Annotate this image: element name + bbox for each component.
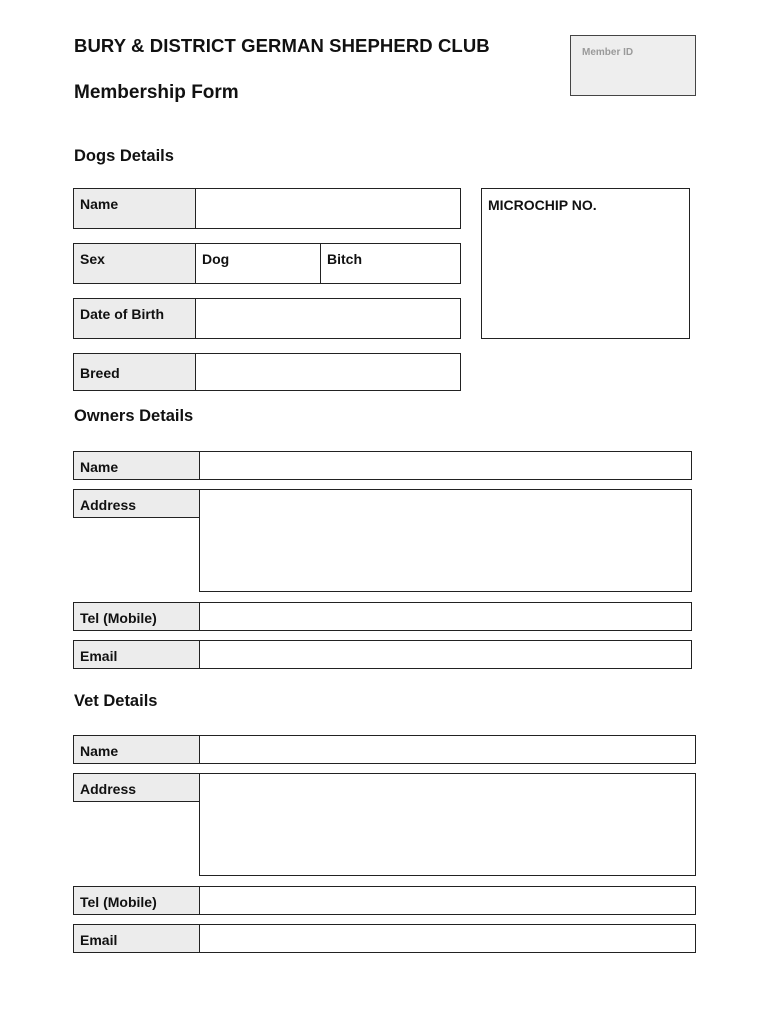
vet-address-label: Address: [73, 773, 200, 802]
dog-breed-field[interactable]: [195, 353, 461, 391]
owner-tel-field[interactable]: [199, 602, 692, 631]
vet-tel-label: Tel (Mobile): [73, 886, 200, 915]
owner-tel-label: Tel (Mobile): [73, 602, 200, 631]
sex-option-bitch[interactable]: Bitch: [320, 243, 461, 284]
vet-email-label: Email: [73, 924, 200, 953]
member-id-box[interactable]: [570, 35, 696, 96]
dog-sex-label: Sex: [73, 243, 196, 284]
vet-address-field[interactable]: [199, 773, 696, 876]
vet-name-field[interactable]: [199, 735, 696, 764]
owner-address-label: Address: [73, 489, 200, 518]
vet-tel-field[interactable]: [199, 886, 696, 915]
dog-dob-field[interactable]: [195, 298, 461, 339]
vet-email-field[interactable]: [199, 924, 696, 953]
dog-dob-label: Date of Birth: [73, 298, 196, 339]
owner-name-label: Name: [73, 451, 200, 480]
microchip-field[interactable]: [481, 188, 690, 339]
owner-address-field[interactable]: [199, 489, 692, 592]
form-title: Membership Form: [74, 82, 239, 103]
dog-breed-label: Breed: [73, 353, 196, 391]
dog-name-label: Name: [73, 188, 196, 229]
vet-details-heading: Vet Details: [74, 692, 158, 710]
owner-email-field[interactable]: [199, 640, 692, 669]
owners-details-heading: Owners Details: [74, 407, 194, 425]
owner-email-label: Email: [73, 640, 200, 669]
dogs-details-heading: Dogs Details: [74, 147, 174, 165]
member-id-label: Member ID: [582, 47, 634, 58]
microchip-label: MICROCHIP NO.: [488, 197, 597, 213]
club-title: BURY & DISTRICT GERMAN SHEPHERD CLUB: [74, 35, 490, 56]
owner-name-field[interactable]: [199, 451, 692, 480]
dog-name-field[interactable]: [195, 188, 461, 229]
vet-name-label: Name: [73, 735, 200, 764]
sex-option-dog[interactable]: Dog: [195, 243, 322, 284]
